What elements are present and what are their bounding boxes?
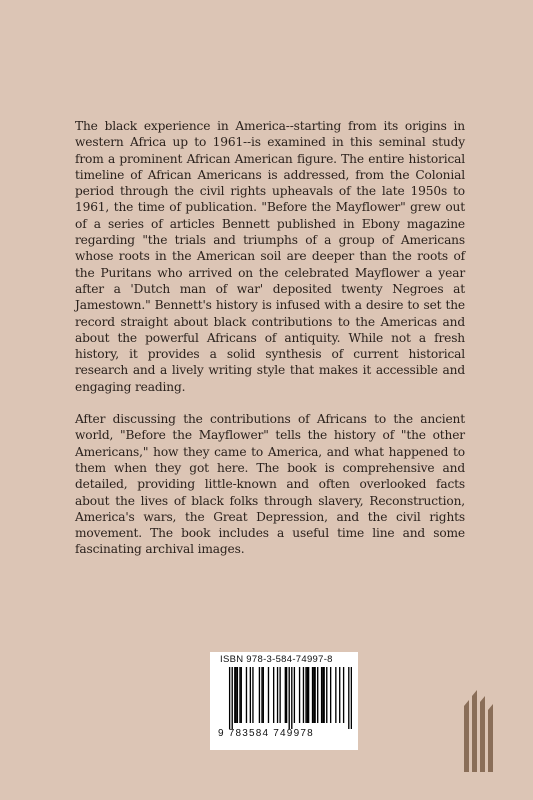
isbn-barcode xyxy=(210,652,358,750)
barcode-bar xyxy=(241,667,242,723)
barcode-bar xyxy=(289,667,290,729)
barcode-bar xyxy=(330,667,331,723)
barcode-bar xyxy=(324,667,325,723)
blurb-text xyxy=(75,118,465,574)
barcode-bar xyxy=(305,667,306,723)
barcode-bar xyxy=(239,667,240,723)
barcode-bar xyxy=(286,667,287,723)
barcode-bar xyxy=(299,667,300,723)
barcode-bars xyxy=(216,667,352,729)
vertical-stripes-logo-icon xyxy=(460,690,496,772)
barcode-bar xyxy=(277,667,278,723)
barcode-bar xyxy=(321,667,322,723)
barcode-bar xyxy=(307,667,308,723)
barcode-bar xyxy=(339,667,340,723)
barcode-bar xyxy=(229,667,230,729)
barcode-bar xyxy=(268,667,269,723)
barcode-bar xyxy=(343,667,344,723)
barcode-bar xyxy=(261,667,262,723)
barcode-bar xyxy=(235,667,236,723)
barcode-bar xyxy=(317,667,318,723)
barcode-bar xyxy=(291,667,292,729)
barcode-bar xyxy=(279,667,280,723)
barcode-bar xyxy=(335,667,336,723)
barcode-bar xyxy=(263,667,264,723)
barcode-digits: 9 783584 749978 xyxy=(218,728,314,739)
barcode-bar xyxy=(326,667,327,723)
barcode-bar xyxy=(308,667,309,723)
barcode-bar xyxy=(303,667,304,723)
barcode-bar xyxy=(232,667,233,729)
barcode-bar xyxy=(259,667,260,723)
barcode-bar xyxy=(348,667,349,729)
blurb-paragraph-1: The black experience in America--starting from its origins in western Africa up to 1961--is examined in this seminal study from a prominent African American figure. The entire historical timeline of African Americans is addressed, from the Colonial period through the civil rights upheavals of the late 1950s to 1961, the time of publication. "Before the Mayflower" grew out of a series of articles Bennett published in Ebony magazine regarding "the trials and triumphs of a group of Americans whose roots in the American soil are deeper than the roots of the Puritans who arrived on the celebrated Mayflower a year after a 'Dutch man of war' deposited twenty Negroes at Jamestown." Bennett's history is infused with a desire to set the record straight about black contributions to the Americas and about the powerful Africans of antiquity. While not a fresh history, it provides a solid synthesis of current historical research and a lively writing style that makes it accessible and engaging reading. xyxy=(75,119,465,394)
barcode-bar xyxy=(237,667,238,723)
barcode-bar xyxy=(312,667,313,723)
blurb-paragraph-2: After discussing the contributions of Africans to the ancient world, "Before the Mayflower" tells the history of "the other Americans," how they came to America, and what happened to them when they got here. The book is comprehensive and detailed, providing little-known and often overlooked facts about the lives of black folks through slavery, Reconstruction, America's wars, the Great Depression, and the civil rights movement. The book includes a useful time line and some fascinating archival images. xyxy=(75,412,465,557)
isbn-label: ISBN 978-3-584-74997-8 xyxy=(220,654,333,665)
barcode-bar xyxy=(246,667,247,723)
barcode-bar xyxy=(250,667,251,723)
barcode-bar xyxy=(322,667,323,723)
barcode-bar xyxy=(294,667,295,723)
barcode-bar xyxy=(314,667,315,723)
barcode-bar xyxy=(313,667,314,723)
barcode-bar xyxy=(273,667,274,723)
barcode-bar xyxy=(252,667,253,723)
barcode-bar xyxy=(351,667,352,729)
barcode-bar xyxy=(234,667,235,723)
barcode-bar xyxy=(285,667,286,723)
